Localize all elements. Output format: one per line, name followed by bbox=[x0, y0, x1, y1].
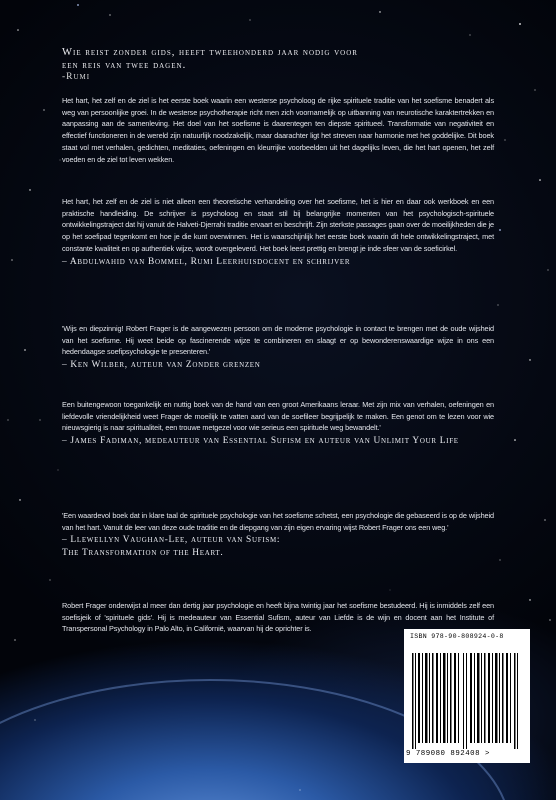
isbn-label: ISBN 978-90-808924-0-8 bbox=[410, 633, 504, 640]
review-4 bbox=[62, 510, 494, 559]
barcode-digits: 9 789080 892408 > bbox=[406, 750, 490, 758]
epigraph-quote-line-1: Wie reist zonder gids, heeft tweehonderd jaar nodig voor bbox=[62, 47, 358, 58]
review-attribution: – Ken Wilber, auteur van Zonder grenzen bbox=[62, 360, 261, 371]
review-text: Het hart, het zelf en de ziel is niet alleen een theoretische verhandeling over het soefisme, het is hier en daar ook werkboek en een praktische handleiding. De schrijver is psycholoog en staat stil bij belangrijke momenten van het psychologisch-spirituele ontwikkelingstraject dat hij vanuit de Halveti-Djerrahi traditie ervaart en beschrijft. Zijn sterkste passages gaan over de moeilijkheden die je op het soefipad tegenkomt en hoe je die kunt overwinnen. Het is waarschijnlijk het eerste boek waarin dit hele ontwikkelingstraject, met constante kwaliteit en op authentiek wijze, wordt overgeleverd. Het boek leest prettig en brengt je inde sfeer van de soeficirkel. bbox=[62, 197, 494, 253]
review-attribution: – Abdulwahid van Bommel, Rumi Leerhuisdocent en schrijver bbox=[62, 256, 351, 267]
intro-section bbox=[62, 95, 494, 165]
epigraph-author: -Rumi bbox=[62, 72, 91, 82]
review-text: 'Een waardevol boek dat in klare taal de spirituele psychologie van het soefisme schetst, een psychologie die gebaseerd is op de wijsheid van het hart. Vanuit de leer van deze oude traditie en de diepgang van zijn eigen ervaring wijst Robert Frager ons een weg.' bbox=[62, 511, 494, 532]
barcode-icon bbox=[410, 653, 524, 749]
review-attribution-line-2: The Transformation of the Heart. bbox=[62, 548, 224, 559]
review-attribution-line-1: – Llewellyn Vaughan-Lee, auteur van Sufism: bbox=[62, 535, 281, 546]
review-text: Een buitengewoon toegankelijk en nuttig boek van de hand van een groot Amerikaans leraar. Met zijn mix van verhalen, oefeningen en liefdevolle vriendelijkheid weet Frager de moeilijk te vatten aard van de soefileer begrijpelijk te maken. Een genot om te lezen voor wie nieuwsgierig is naar spiritualiteit, een trouwe metgezel voor wie serieus een spirituele weg bewandelt.' bbox=[62, 400, 494, 433]
isbn-barcode-box bbox=[404, 629, 530, 763]
epigraph bbox=[62, 46, 494, 84]
review-2 bbox=[62, 323, 494, 371]
epigraph-quote-line-2: een reis van twee dagen. bbox=[62, 60, 187, 71]
review-attribution: – James Fadiman, medeauteur van Essential Sufism en auteur van Unlimit Your Life bbox=[62, 436, 459, 447]
review-1 bbox=[62, 196, 494, 268]
intro-paragraph: Het hart, het zelf en de ziel is het eerste boek waarin een westerse psycholoog de rijke spirituele traditie van het soefisme benadert als weg van persoonlijke groei. In de westerse psychotherapie richt men zich voornamelijk op uitbanning van neurotische karaktertrekken en aanpassing aan de samenleving. Het doel van het soefisme is daarentegen ten diepste spiritueel. Transformatie van negativiteit en effectief functioneren in de wereld zijn natuurlijk noodzakelijk, maar daarachter ligt het streven naar harmonie met het goddelijke. Dit boek staat vol met verhalen, gedichten, meditaties, oefeningen en kleurrijke voorbeelden uit het dagelijks leven, die het hart openen, het zelf voeden en de ziel tot leven wekken. bbox=[62, 96, 494, 164]
author-bio: Robert Frager onderwijst al meer dan dertig jaar psychologie en heeft bijna twintig jaar het soefisme bestudeerd. Hij is inmiddels zelf een soefisjeik of 'spirituele gids'. Hij is medeauteur van Essential Sufism, auteur van Liefde is de wijn en docent aan het Institute of Transpersonal Psychology in Palo Alto, in Californië, waarvan hij de oprichter is. bbox=[62, 601, 494, 634]
review-3 bbox=[62, 399, 494, 447]
review-text: 'Wijs en diepzinnig! Robert Frager is de aangewezen persoon om de moderne psychologie in contact te brengen met de oude wijsheid van het soefisme. Hij weet beide op fascinerende wijze te combineren en slaagt er op bewonderenswaardige wijze in ons een hedendaagse soefipsychologie te presenteren.' bbox=[62, 324, 494, 357]
